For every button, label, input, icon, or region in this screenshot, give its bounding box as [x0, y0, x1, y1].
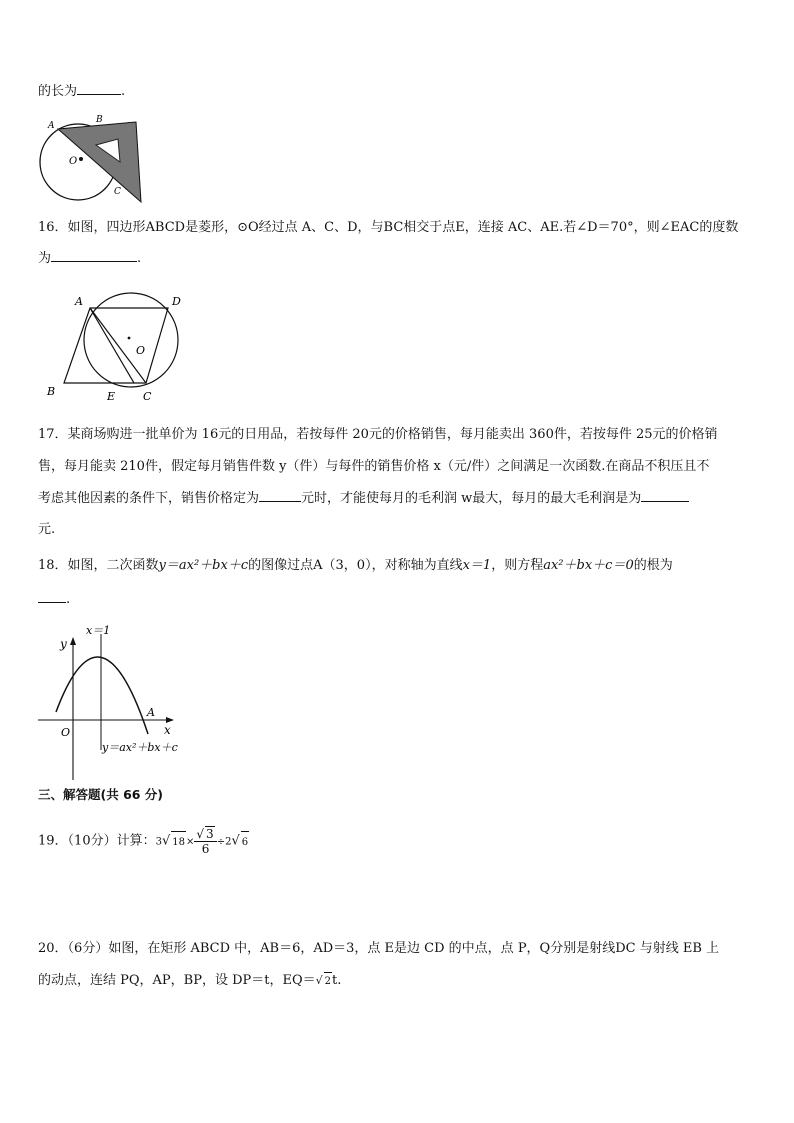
sqrt-sign-icon: √	[161, 833, 171, 849]
q20-radicand: 2	[324, 972, 332, 991]
q18-func: y＝ax²＋bx＋c	[158, 558, 249, 573]
q19-line	[38, 826, 249, 856]
label-c: C	[143, 390, 152, 403]
q17-line3	[38, 489, 689, 508]
q18-prefix: 18．如图，二次函数	[38, 558, 159, 573]
q17-answer-blank-profit[interactable]	[641, 489, 689, 502]
label-b: B	[96, 115, 103, 125]
y-axis-arrow	[70, 637, 76, 645]
q16-line2-prefix: 为	[38, 251, 52, 266]
q19-coef1: 3	[155, 836, 162, 848]
q18-line2-end: .	[66, 592, 71, 607]
q19-frac-radicand: 3	[206, 827, 214, 841]
q17-line2: 售，每月能卖 210件，假定每月销售件数 y（件）与每件的销售价格 x（元/件）之间满足一次函数.在商品不积压且不	[38, 459, 710, 474]
rhombus-abcd	[64, 308, 168, 383]
label-a: A	[48, 121, 55, 131]
q15-tail-line	[38, 82, 125, 101]
label-e: E	[107, 390, 116, 403]
q18-eq: ax²＋bx＋c＝0	[543, 558, 634, 573]
q17-line3-b: 元时，才能使每月的毛利润 w最大，每月的最大毛利润是为	[301, 491, 642, 506]
q18-suffix: 的根为	[633, 558, 673, 573]
q16-line2-end: .	[137, 251, 142, 266]
q17-answer-blank-price[interactable]	[259, 489, 301, 502]
q19-radicand1: 18	[171, 831, 186, 854]
q18-line2	[38, 590, 70, 609]
parabola-curve	[56, 657, 148, 734]
sqrt-sign-icon: √	[231, 833, 240, 849]
q18-mid: 的图像过点	[248, 558, 314, 573]
figure-15	[38, 112, 153, 204]
q18-answer-blank[interactable]	[38, 590, 66, 603]
q16-answer-blank[interactable]	[51, 249, 137, 262]
figure-18	[36, 622, 196, 782]
q18-axis: x＝1	[462, 558, 492, 573]
q19-radicand2: 6	[241, 831, 249, 854]
q20-line2-a: 的动点，连结 PQ，AP，BP，设 DP＝t，EQ＝	[38, 973, 316, 988]
figure-16	[38, 288, 188, 406]
q19-fraction	[194, 826, 216, 856]
label-c: C	[114, 187, 121, 197]
q16-line2	[38, 249, 141, 268]
q15-end: .	[121, 84, 126, 99]
section-3-title: 三、解答题(共 66 分)	[38, 787, 164, 802]
label-x: x	[164, 723, 171, 737]
q19-times: ×	[186, 836, 195, 848]
q17-line3-a: 考虑其他因素的条件下，销售价格定为	[38, 491, 260, 506]
label-o: O	[61, 726, 71, 739]
q18-mid3: ，则方程	[491, 558, 544, 573]
label-o: O	[69, 156, 78, 167]
q20-line2	[38, 972, 341, 991]
sqrt-sign-icon: √	[196, 827, 205, 841]
q18-line1	[38, 557, 673, 575]
center-dot	[128, 337, 131, 340]
q15-answer-blank[interactable]	[77, 82, 121, 95]
sqrt-sign-icon: √	[315, 974, 323, 987]
q17-line1: 17．某商场购进一批单价为 16元的日用品，若按每件 20元的价格销售，每月能卖出 360件，若按每件 25元的价格销	[38, 427, 718, 442]
label-axis: x＝1	[86, 624, 111, 637]
q17-line4: 元.	[38, 522, 56, 537]
q20-line1: 20．（6分）如图，在矩形 ABCD 中，AB＝6，AD＝3，点 E是边 CD 的中点，点 P，Q分别是射线DC 与射线 EB 上	[38, 941, 720, 956]
label-a: A	[147, 706, 155, 719]
label-o: O	[136, 344, 146, 357]
q20-line2-b: t.	[332, 973, 342, 988]
q19-div: ÷2	[216, 836, 232, 848]
circle-o	[84, 293, 178, 387]
q18-point-a: A（3，0）	[313, 558, 372, 573]
q15-tail-text: 的长为	[38, 84, 78, 99]
q19-frac-den: 6	[201, 842, 210, 856]
center-dot	[79, 157, 83, 161]
label-y: y	[60, 637, 67, 651]
label-a: A	[75, 295, 83, 308]
q19-prefix: 19．（10分）计算：	[38, 833, 156, 849]
q16-line1: 16．如图，四边形ABCD是菱形，⊙O经过点 A、C、D，与BC相交于点E，连接 AC、AE.若∠D＝70°，则∠EAC的度数	[38, 220, 739, 235]
label-d: D	[172, 295, 181, 308]
label-b: B	[47, 385, 56, 398]
label-func: y＝ax²＋bx＋c	[102, 741, 178, 754]
q19-frac-num	[194, 826, 216, 842]
q18-mid2: ，对称轴为直线	[371, 558, 463, 573]
